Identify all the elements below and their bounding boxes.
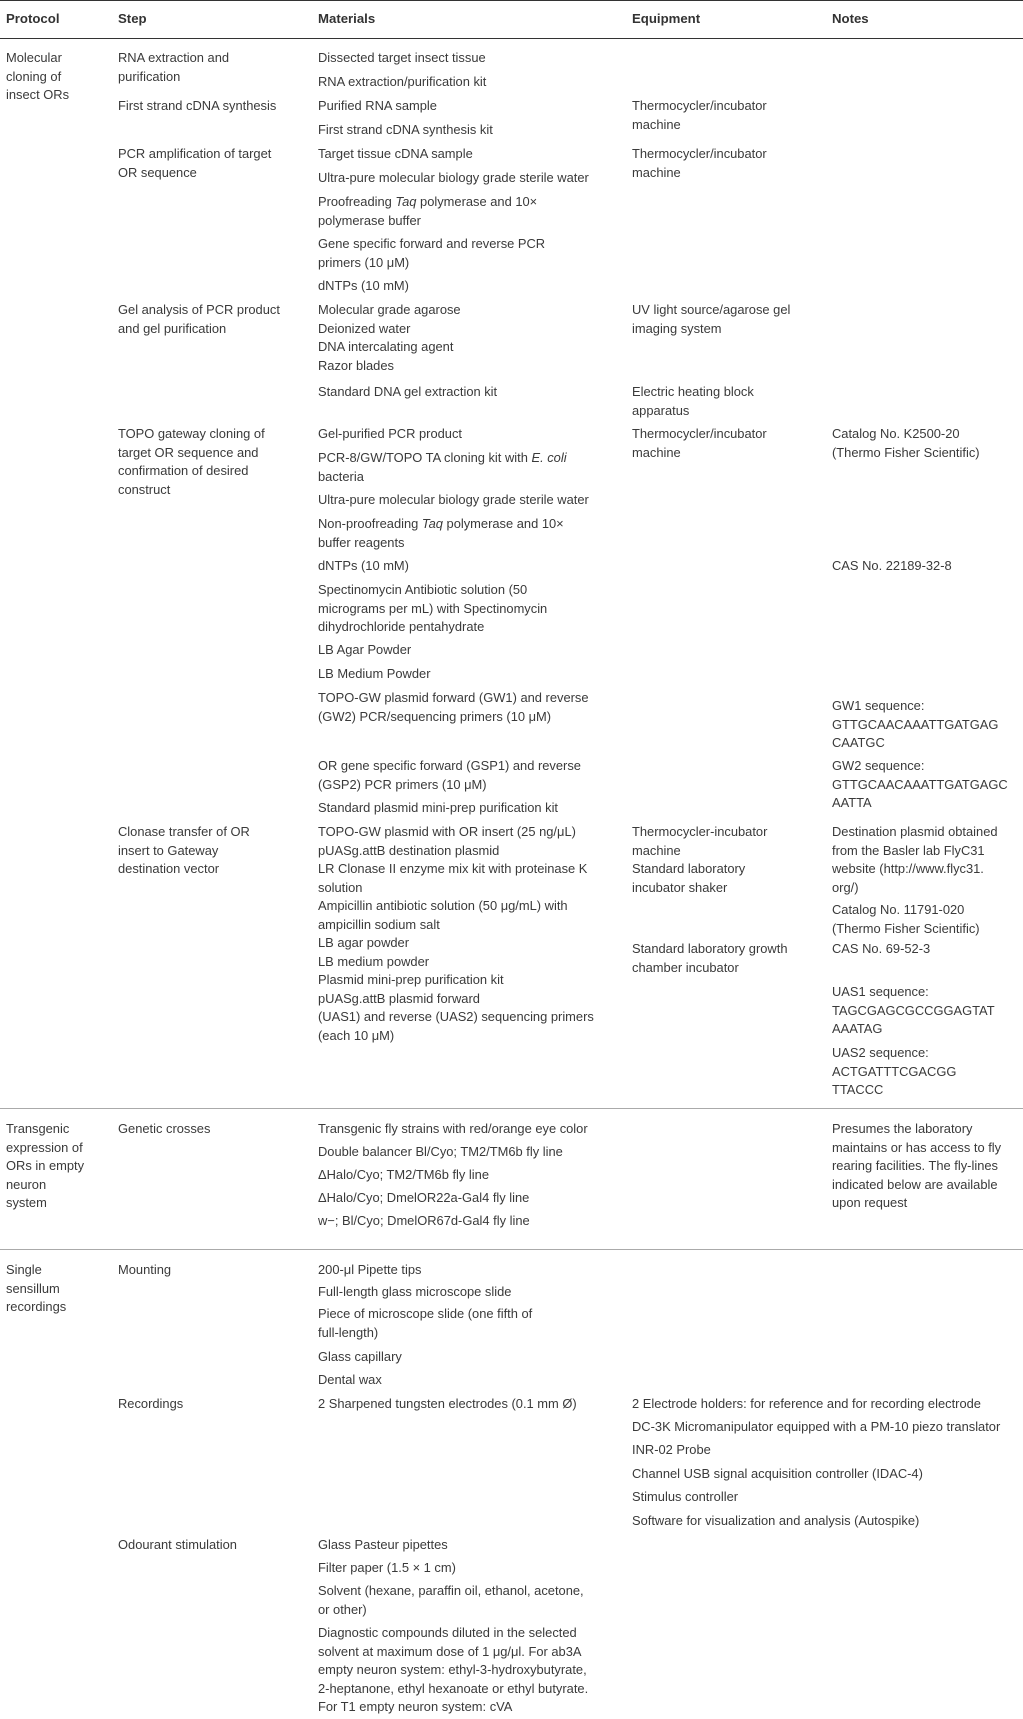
cell-note: Catalog No. K2500-20 (Thermo Fisher Scientific) [832, 426, 980, 460]
cell-step: RNA extraction and purification [118, 50, 230, 84]
cell-material: ΔHalo/Cyo; TM2/TM6b fly line [318, 1167, 489, 1182]
cell-material: Double balancer Bl/Cyo; TM2/TM6b fly line [318, 1144, 563, 1159]
cell-material: 2 Sharpened tungsten electrodes (0.1 mm Ø) [318, 1396, 577, 1411]
cell-material: dNTPs (10 mM) [318, 558, 409, 573]
cell-material: Glass capillary [318, 1349, 402, 1364]
cell-protocol: Molecular cloning of insect ORs [6, 50, 70, 102]
cell-material: dNTPs (10 mM) [318, 278, 409, 293]
cell-material: TOPO-GW plasmid forward (GW1) and reverse (GW2) PCR/sequencing primers (10 μM) [318, 690, 589, 724]
cell-material: Molecular grade agarose Deionized water DNA intercalating agent Razor blades [318, 302, 461, 373]
cell-step: Gel analysis of PCR product and gel purification [118, 302, 280, 336]
header-equipment: Equipment [632, 11, 701, 26]
cell-equipment: Thermocycler-incubator machine Standard laboratory incubator shaker [632, 824, 768, 895]
cell-material: Target tissue cDNA sample [318, 146, 473, 161]
cell-equipment: Thermocycler/incubator machine [632, 98, 767, 132]
cell-material: LB Agar Powder [318, 642, 412, 657]
header-materials: Materials [318, 11, 376, 26]
cell-material: Dissected target insect tissue [318, 50, 486, 65]
header-protocol: Protocol [6, 11, 60, 26]
cell-material: Transgenic fly strains with red/orange eye color [318, 1121, 588, 1136]
cell-material: Spectinomycin Antibiotic solution (50 micrograms per mL) with Spectinomycin dihydrochloride pentahydrate [318, 582, 548, 634]
cell-step: PCR amplification of target OR sequence [118, 146, 272, 180]
cell-material: Gene specific forward and reverse PCR primers (10 μM) [318, 236, 546, 270]
cell-material: 200-μl Pipette tips [318, 1262, 422, 1277]
cell-note: UAS1 sequence: TAGCGAGCGCCGGAGTAT AAATAG [832, 984, 995, 1036]
cell-note: GW1 sequence: GTTGCAACAAATTGATGAG CAATGC [832, 698, 999, 750]
cell-material: PCR-8/GW/TOPO TA cloning kit with E. coli bacteria [318, 450, 567, 484]
cell-protocol: Single sensillum recordings [6, 1262, 67, 1314]
cell-equipment: UV light source/agarose gel imaging system [632, 302, 791, 336]
cell-step: TOPO gateway cloning of target OR sequence and confirmation of desired construct [118, 426, 265, 497]
cell-equipment: 2 Electrode holders: for reference and for recording electrode [632, 1396, 981, 1411]
cell-step: Odourant stimulation [118, 1537, 237, 1552]
cell-material: TOPO-GW plasmid with OR insert (25 ng/μL) pUASg.attB destination plasmid LR Clonase II enzyme mix kit with proteinase K solution Ampicillin antibiotic solution (50 μg/mL) with ampicillin sodium salt LB agar powder LB medium powder Plasmid mini-prep purification kit pUASg.attB plasmid forward (UAS1) and reverse (UAS2) sequencing primers (each 10 μM) [318, 824, 594, 1043]
cell-note: Destination plasmid obtained from the Basler lab FlyC31 website (http://www.flyc31. org/) [832, 824, 998, 895]
cell-material: OR gene specific forward (GSP1) and reverse (GSP2) PCR primers (10 μM) [318, 758, 581, 792]
cell-step: Clonase transfer of OR insert to Gateway destination vector [118, 824, 250, 876]
cell-protocol: Transgenic expression of ORs in empty neuron system [6, 1121, 85, 1210]
cell-material: Standard DNA gel extraction kit [318, 384, 498, 399]
cell-material: Proofreading Taq polymerase and 10× polymerase buffer [318, 194, 538, 228]
cell-equipment: Stimulus controller [632, 1489, 739, 1504]
cell-step: Recordings [118, 1396, 184, 1411]
cell-material: ΔHalo/Cyo; DmelOR22a-Gal4 fly line [318, 1190, 530, 1205]
header-step: Step [118, 11, 147, 26]
section-divider-transgenic [0, 1108, 1023, 1109]
header-rule [0, 38, 1023, 39]
cell-equipment: Thermocycler/incubator machine [632, 146, 767, 180]
cell-step: First strand cDNA synthesis [118, 98, 277, 113]
cell-material: Dental wax [318, 1372, 382, 1387]
cell-material: Ultra-pure molecular biology grade sterile water [318, 170, 589, 185]
cell-note: Catalog No. 11791-020 (Thermo Fisher Scientific) [832, 902, 980, 936]
cell-material: LB Medium Powder [318, 666, 431, 681]
cell-equipment: Thermocycler/incubator machine [632, 426, 767, 460]
cell-step: Mounting [118, 1262, 172, 1277]
cell-material: Piece of microscope slide (one fifth of full-length) [318, 1306, 533, 1340]
cell-material: Diagnostic compounds diluted in the selected solvent at maximum dose of 1 μg/μl. For ab3A empty neuron system: ethyl-3-hydroxybutyrate, 2-heptanone, ethyl hexanoate or ethyl butyrate. For T1 empty neuron system: cVA [318, 1625, 589, 1714]
cell-material: Non-proofreading Taq polymerase and 10× buffer reagents [318, 516, 564, 550]
cell-equipment: Channel USB signal acquisition controller (IDAC-4) [632, 1466, 923, 1481]
cell-material: Purified RNA sample [318, 98, 437, 113]
cell-note: UAS2 sequence: ACTGATTTCGACGG TTACCC [832, 1045, 957, 1097]
cell-material: RNA extraction/purification kit [318, 74, 487, 89]
cell-equipment: Electric heating block apparatus [632, 384, 754, 418]
cell-material: Ultra-pure molecular biology grade sterile water [318, 492, 589, 507]
cell-material: Filter paper (1.5 × 1 cm) [318, 1560, 456, 1575]
cell-equipment: DC-3K Micromanipulator equipped with a PM-10 piezo translator [632, 1419, 1001, 1434]
cell-note: Presumes the laboratory maintains or has access to fly rearing facilities. The fly-lines indicated below are available upon request [832, 1121, 1002, 1210]
header-notes: Notes [832, 11, 869, 26]
cell-material: Glass Pasteur pipettes [318, 1537, 448, 1552]
cell-material: Standard plasmid mini-prep purification kit [318, 800, 559, 815]
cell-material: w−; Bl/Cyo; DmelOR67d-Gal4 fly line [318, 1213, 530, 1228]
cell-note: CAS No. 69-52-3 [832, 941, 931, 956]
cell-material: Gel-purified PCR product [318, 426, 463, 441]
cell-equipment: Software for visualization and analysis (Autospike) [632, 1513, 920, 1528]
cell-equipment: Standard laboratory growth chamber incubator [632, 941, 788, 975]
table-top-rule [0, 0, 1023, 1]
section-divider-ssr [0, 1249, 1023, 1250]
cell-material: Solvent (hexane, paraffin oil, ethanol, acetone, or other) [318, 1583, 584, 1617]
cell-material: First strand cDNA synthesis kit [318, 122, 493, 137]
cell-note: CAS No. 22189-32-8 [832, 558, 952, 573]
cell-note: GW2 sequence: GTTGCAACAAATTGATGAGC AATTA [832, 758, 1008, 810]
cell-step: Genetic crosses [118, 1121, 211, 1136]
cell-material: Full-length glass microscope slide [318, 1284, 512, 1299]
cell-equipment: INR-02 Probe [632, 1442, 711, 1457]
